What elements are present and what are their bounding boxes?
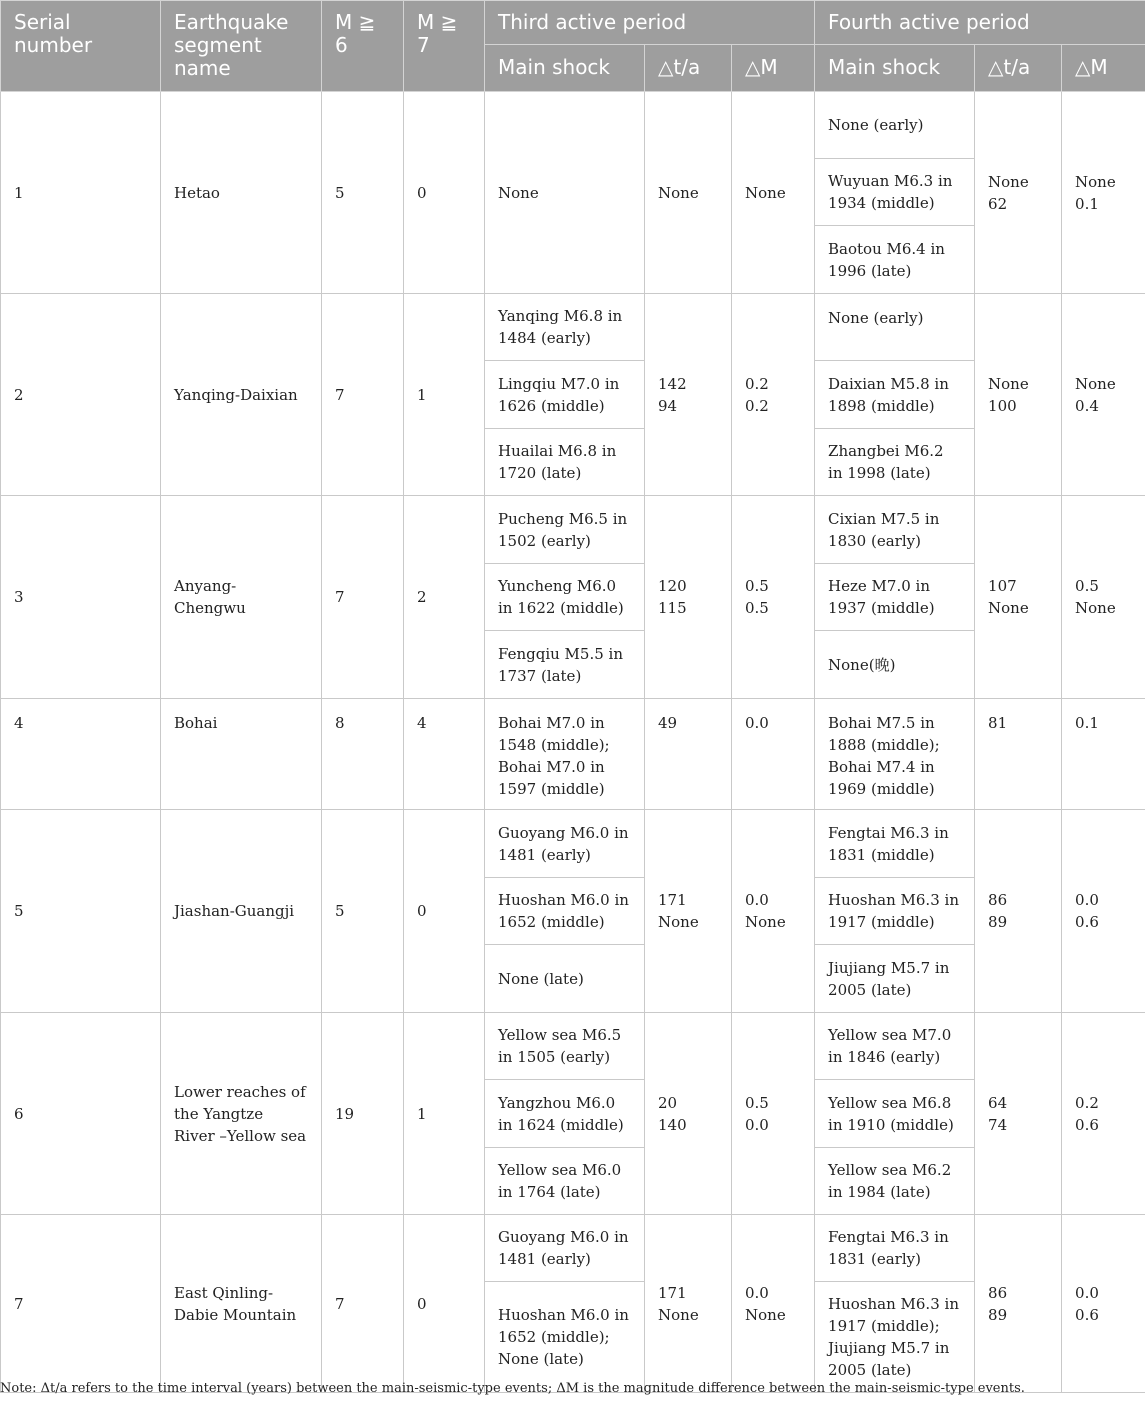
dt-value: 86 bbox=[988, 891, 1008, 909]
header-fourth-period: Fourth active period bbox=[815, 1, 1145, 45]
third-shock-cell: None (late) bbox=[485, 945, 645, 1013]
dm-value: None bbox=[745, 913, 786, 931]
fourth-dm-cell bbox=[1062, 496, 1145, 699]
third-shock-cell: Yellow sea M6.5 in 1505 (early) bbox=[485, 1013, 645, 1080]
third-shock-cell bbox=[485, 1282, 645, 1393]
header-third-main-shock: Main shock bbox=[485, 45, 645, 92]
segment-cell: Hetao bbox=[161, 92, 322, 294]
table-row bbox=[1, 810, 1145, 878]
dt-value: 94 bbox=[658, 396, 678, 415]
fourth-shock-cell: Fengtai M6.3 in 1831 (middle) bbox=[815, 810, 975, 878]
dm-value: 0.2 bbox=[1075, 1093, 1099, 1112]
fourth-shock-cell: Heze M7.0 in 1937 (middle) bbox=[815, 564, 975, 631]
third-shock-cell bbox=[485, 699, 645, 810]
fourth-dt-cell bbox=[975, 810, 1062, 1013]
fourth-shock-cell: Huoshan M6.3 in 1917 (middle) bbox=[815, 878, 975, 945]
dm-value: 0.0 bbox=[745, 891, 769, 909]
fourth-shock-cell: None(晚) bbox=[815, 631, 975, 699]
fourth-shock-cell: Yellow sea M7.0 in 1846 (early) bbox=[815, 1013, 975, 1080]
dt-value: None bbox=[658, 1305, 699, 1324]
header-m6: M ≧ 6 bbox=[322, 1, 404, 92]
dt-value: None bbox=[988, 172, 1029, 191]
dm-value: 0.2 bbox=[745, 374, 769, 393]
dm-value: 0.1 bbox=[1075, 194, 1099, 213]
segment-cell: Anyang-Chengwu bbox=[161, 496, 322, 699]
dm-value: None bbox=[1075, 172, 1116, 191]
m7-cell: 1 bbox=[404, 1013, 485, 1215]
dm-value: 0.0 bbox=[1075, 1283, 1099, 1302]
third-dt-cell bbox=[645, 1215, 732, 1393]
dm-value: None bbox=[1075, 599, 1116, 617]
dm-value: 0.5 bbox=[745, 577, 769, 595]
third-dm-cell bbox=[732, 1215, 815, 1393]
third-dt-cell bbox=[645, 294, 732, 496]
shock-text: Bohai M7.0 in 1597 (middle) bbox=[498, 758, 605, 798]
third-shock-cell: None bbox=[485, 92, 645, 294]
fourth-shock-cell: Zhangbei M6.2 in 1998 (late) bbox=[815, 429, 975, 496]
dm-value: None bbox=[1075, 374, 1116, 393]
table-row bbox=[1, 1013, 1145, 1080]
dt-value: 120 bbox=[658, 577, 687, 595]
third-dm-cell bbox=[732, 294, 815, 496]
table-row bbox=[1, 1215, 1145, 1282]
dt-value: 89 bbox=[988, 1305, 1008, 1324]
table-row bbox=[1, 496, 1145, 564]
fourth-shock-cell: Jiujiang M5.7 in 2005 (late) bbox=[815, 945, 975, 1013]
dt-value: 89 bbox=[988, 913, 1008, 931]
third-dm-cell bbox=[732, 496, 815, 699]
fourth-dt-cell bbox=[975, 1215, 1062, 1393]
segment-cell: Yanqing-Daixian bbox=[161, 294, 322, 496]
serial-cell: 5 bbox=[1, 810, 161, 1013]
dm-value: 0.5 bbox=[745, 599, 769, 617]
serial-cell: 4 bbox=[1, 699, 161, 810]
dm-value: None bbox=[745, 1305, 786, 1324]
shock-text: Bohai M7.4 in 1969 (middle) bbox=[828, 758, 935, 798]
shock-text: Jiujiang M5.7 in 2005 (late) bbox=[828, 1339, 950, 1379]
serial-cell: 3 bbox=[1, 496, 161, 699]
third-dm-cell: 0.0 bbox=[732, 699, 815, 810]
m7-cell: 1 bbox=[404, 294, 485, 496]
third-dm-cell: None bbox=[732, 92, 815, 294]
fourth-shock-cell: Yellow sea M6.2 in 1984 (late) bbox=[815, 1148, 975, 1215]
dt-value: 115 bbox=[658, 599, 687, 617]
fourth-dt-cell bbox=[975, 294, 1062, 496]
segment-cell: East Qinling-Dabie Mountain bbox=[161, 1215, 322, 1393]
fourth-shock-cell: Cixian M7.5 in 1830 (early) bbox=[815, 496, 975, 564]
dm-value: 0.5 bbox=[1075, 577, 1099, 595]
m6-cell: 8 bbox=[322, 699, 404, 810]
third-shock-cell: Lingqiu M7.0 in 1626 (middle) bbox=[485, 361, 645, 429]
third-shock-cell: Huailai M6.8 in 1720 (late) bbox=[485, 429, 645, 496]
dm-value: 0.0 bbox=[745, 1115, 769, 1134]
shock-text: None (late) bbox=[498, 1350, 584, 1368]
table-footnote: Note: Δt/a refers to the time interval (years) between the main-seismic-type events; ΔM is the magnitude difference between the main-seismic-type events. bbox=[0, 1381, 1025, 1396]
fourth-dm-cell bbox=[1062, 92, 1145, 294]
fourth-shock-cell: None (early) bbox=[815, 294, 975, 361]
dt-value: 171 bbox=[658, 1283, 687, 1302]
dm-value: 0.6 bbox=[1075, 1115, 1099, 1134]
third-shock-cell: Guoyang M6.0 in 1481 (early) bbox=[485, 1215, 645, 1282]
third-shock-cell: Pucheng M6.5 in 1502 (early) bbox=[485, 496, 645, 564]
m6-cell: 7 bbox=[322, 294, 404, 496]
third-shock-cell: Guoyang M6.0 in 1481 (early) bbox=[485, 810, 645, 878]
fourth-dm-cell bbox=[1062, 810, 1145, 1013]
third-shock-cell: Yuncheng M6.0 in 1622 (middle) bbox=[485, 564, 645, 631]
m7-cell: 0 bbox=[404, 1215, 485, 1393]
serial-cell: 2 bbox=[1, 294, 161, 496]
fourth-dm-cell bbox=[1062, 294, 1145, 496]
m6-cell: 7 bbox=[322, 1215, 404, 1393]
dm-value: 0.2 bbox=[745, 396, 769, 415]
serial-cell: 6 bbox=[1, 1013, 161, 1215]
fourth-dt-cell bbox=[975, 496, 1062, 699]
segment-cell: Bohai bbox=[161, 699, 322, 810]
fourth-dm-cell bbox=[1062, 1013, 1145, 1215]
third-dt-cell: None bbox=[645, 92, 732, 294]
dt-value: 100 bbox=[988, 396, 1017, 415]
fourth-shock-cell: Baotou M6.4 in 1996 (late) bbox=[815, 226, 975, 294]
third-dm-cell bbox=[732, 1013, 815, 1215]
table-row bbox=[1, 294, 1145, 361]
dm-value: 0.4 bbox=[1075, 396, 1099, 415]
header-third-dm: △M bbox=[732, 45, 815, 92]
m7-cell: 0 bbox=[404, 92, 485, 294]
fourth-shock-cell bbox=[815, 699, 975, 810]
third-dt-cell bbox=[645, 496, 732, 699]
dm-value: 0.0 bbox=[745, 1283, 769, 1302]
dt-value: 171 bbox=[658, 891, 687, 909]
dm-value: 0.5 bbox=[745, 1093, 769, 1112]
segment-cell: Jiashan-Guangji bbox=[161, 810, 322, 1013]
m7-cell: 2 bbox=[404, 496, 485, 699]
header-segment-name: Earthquake segment name bbox=[161, 1, 322, 92]
fourth-shock-cell: Fengtai M6.3 in 1831 (early) bbox=[815, 1215, 975, 1282]
shock-text: Huoshan M6.3 in 1917 (middle); bbox=[828, 1295, 959, 1335]
dt-value: 86 bbox=[988, 1283, 1008, 1302]
dt-value: 107 bbox=[988, 577, 1017, 595]
fourth-shock-cell: Yellow sea M6.8 in 1910 (middle) bbox=[815, 1080, 975, 1148]
header-fourth-dt: △t/a bbox=[975, 45, 1062, 92]
fourth-shock-cell: None (early) bbox=[815, 92, 975, 159]
m6-cell: 5 bbox=[322, 92, 404, 294]
fourth-dt-cell bbox=[975, 92, 1062, 294]
m6-cell: 19 bbox=[322, 1013, 404, 1215]
header-fourth-dm: △M bbox=[1062, 45, 1145, 92]
third-shock-cell: Fengqiu M5.5 in 1737 (late) bbox=[485, 631, 645, 699]
third-dt-cell bbox=[645, 810, 732, 1013]
third-shock-cell: Yangzhou M6.0 in 1624 (middle) bbox=[485, 1080, 645, 1148]
fourth-dm-cell bbox=[1062, 1215, 1145, 1393]
segment-cell: Lower reaches of the Yangtze River –Yellow sea bbox=[161, 1013, 322, 1215]
m7-cell: 4 bbox=[404, 699, 485, 810]
fourth-dm-cell: 0.1 bbox=[1062, 699, 1145, 810]
m6-cell: 7 bbox=[322, 496, 404, 699]
dt-value: 62 bbox=[988, 194, 1008, 213]
dt-value: 142 bbox=[658, 374, 687, 393]
shock-text: Bohai M7.5 in 1888 (middle); bbox=[828, 714, 940, 754]
fourth-shock-cell: Daixian M5.8 in 1898 (middle) bbox=[815, 361, 975, 429]
fourth-dt-cell bbox=[975, 1013, 1062, 1215]
table-row bbox=[1, 92, 1145, 159]
fourth-shock-cell: Wuyuan M6.3 in 1934 (middle) bbox=[815, 159, 975, 226]
third-dm-cell bbox=[732, 810, 815, 1013]
dm-value: 0.6 bbox=[1075, 913, 1099, 931]
dt-value: 74 bbox=[988, 1115, 1008, 1134]
shock-text: Bohai M7.0 in 1548 (middle); bbox=[498, 714, 610, 754]
third-dt-cell bbox=[645, 1013, 732, 1215]
dm-value: 0.6 bbox=[1075, 1305, 1099, 1324]
fourth-dt-cell: 81 bbox=[975, 699, 1062, 810]
table-row bbox=[1, 699, 1145, 810]
serial-cell: 1 bbox=[1, 92, 161, 294]
header-third-period: Third active period bbox=[485, 1, 815, 45]
third-shock-cell: Yanqing M6.8 in 1484 (early) bbox=[485, 294, 645, 361]
m7-cell: 0 bbox=[404, 810, 485, 1013]
header-third-dt: △t/a bbox=[645, 45, 732, 92]
serial-cell: 7 bbox=[1, 1215, 161, 1393]
third-dt-cell: 49 bbox=[645, 699, 732, 810]
third-shock-cell: Yellow sea M6.0 in 1764 (late) bbox=[485, 1148, 645, 1215]
dt-value: 20 bbox=[658, 1093, 678, 1112]
dt-value: 64 bbox=[988, 1093, 1008, 1112]
header-fourth-main-shock: Main shock bbox=[815, 45, 975, 92]
header-serial-number: Serial number bbox=[1, 1, 161, 92]
header-m7: M ≧ 7 bbox=[404, 1, 485, 92]
dt-value: None bbox=[988, 374, 1029, 393]
third-shock-cell: Huoshan M6.0 in 1652 (middle) bbox=[485, 878, 645, 945]
m6-cell: 5 bbox=[322, 810, 404, 1013]
shock-text: Huoshan M6.0 in 1652 (middle); bbox=[498, 1306, 629, 1346]
dt-value: 140 bbox=[658, 1115, 687, 1134]
dt-value: None bbox=[658, 913, 699, 931]
dt-value: None bbox=[988, 599, 1029, 617]
dm-value: 0.0 bbox=[1075, 891, 1099, 909]
fourth-shock-cell bbox=[815, 1282, 975, 1393]
